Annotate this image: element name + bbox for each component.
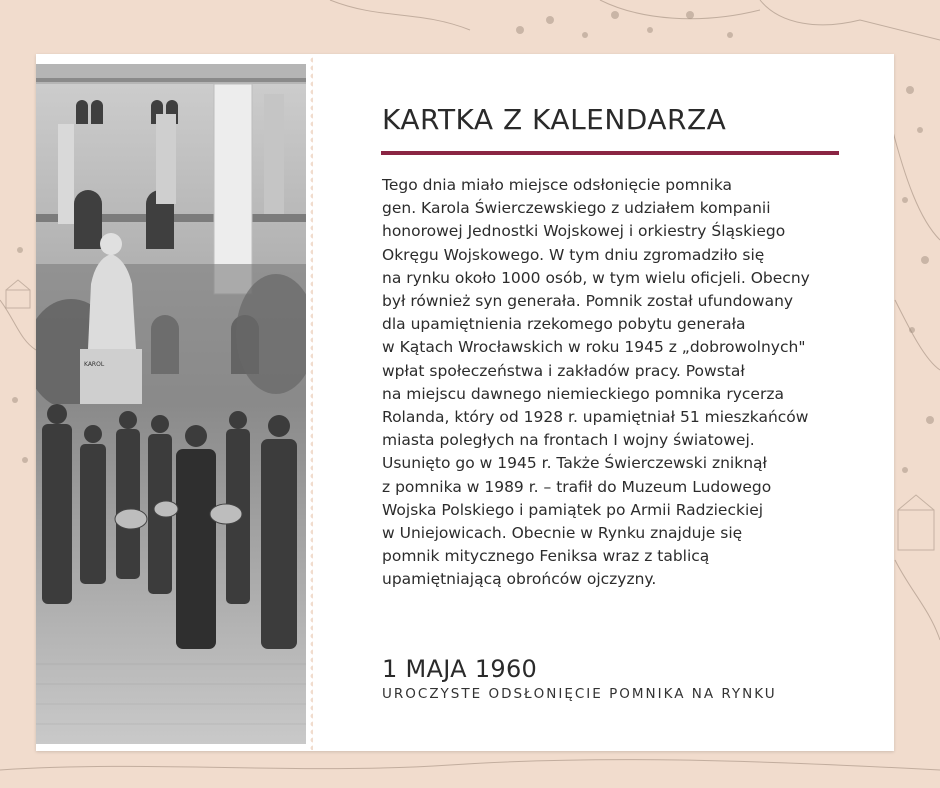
- body-line: Rolanda, który od 1928 r. upamiętniał 51 mieszkańców: [382, 408, 809, 427]
- photo-frame: [36, 56, 313, 750]
- body-line: miasta poległych na frontach I wojny światowej.: [382, 431, 755, 450]
- body-text: [382, 174, 842, 592]
- event-date: 1 MAJA 1960: [382, 655, 538, 683]
- svg-text:KAROL: KAROL: [84, 361, 105, 368]
- body-line: Okręgu Wojskowego. W tym dniu zgromadziło się: [382, 245, 765, 264]
- body-line: Wojska Polskiego i pamiątek po Armii Radzieckiej: [382, 500, 764, 519]
- title-underline: [381, 151, 839, 155]
- card-title: KARTKA Z KALENDARZA: [382, 103, 727, 136]
- stamp-edge: [306, 56, 313, 750]
- body-line: na rynku około 1000 osób, w tym wielu oficjeli. Obecny: [382, 268, 810, 287]
- body-line: z pomnika w 1989 r. – trafił do Muzeum Ludowego: [382, 477, 772, 496]
- body-line: w Uniejowicach. Obecnie w Rynku znajduje się: [382, 524, 743, 543]
- body-line: Usunięto go w 1945 r. Także Świerczewski zniknął: [382, 454, 767, 473]
- monument-unveiling-photo: [36, 64, 306, 744]
- body-line: Tego dnia miało miejsce odsłonięcie pomnika: [382, 176, 733, 194]
- body-line: w Kątach Wrocławskich w roku 1945 z „dobrowolnych": [382, 338, 806, 357]
- body-line: honorowej Jednostki Wojskowej i orkiestry Śląskiego: [382, 222, 786, 241]
- event-subtitle: UROCZYSTE ODSŁONIĘCIE POMNIKA NA RYNKU: [382, 686, 777, 702]
- body-line: gen. Karola Świerczewskiego z udziałem kompanii: [382, 199, 771, 218]
- body-line: dla upamiętnienia rzekomego pobytu generała: [382, 315, 746, 334]
- body-line: pomnik mitycznego Feniksa wraz z tablicą: [382, 547, 710, 566]
- body-line: wpłat społeczeństwa i zakładów pracy. Powstał: [382, 361, 745, 380]
- body-line: na miejscu dawnego niemieckiego pomnika rycerza: [382, 384, 784, 403]
- body-line: był również syn generała. Pomnik został ufundowany: [382, 292, 794, 311]
- body-line: upamiętniającą obrońców ojczyzny.: [382, 570, 657, 589]
- historic-photo: [36, 64, 306, 744]
